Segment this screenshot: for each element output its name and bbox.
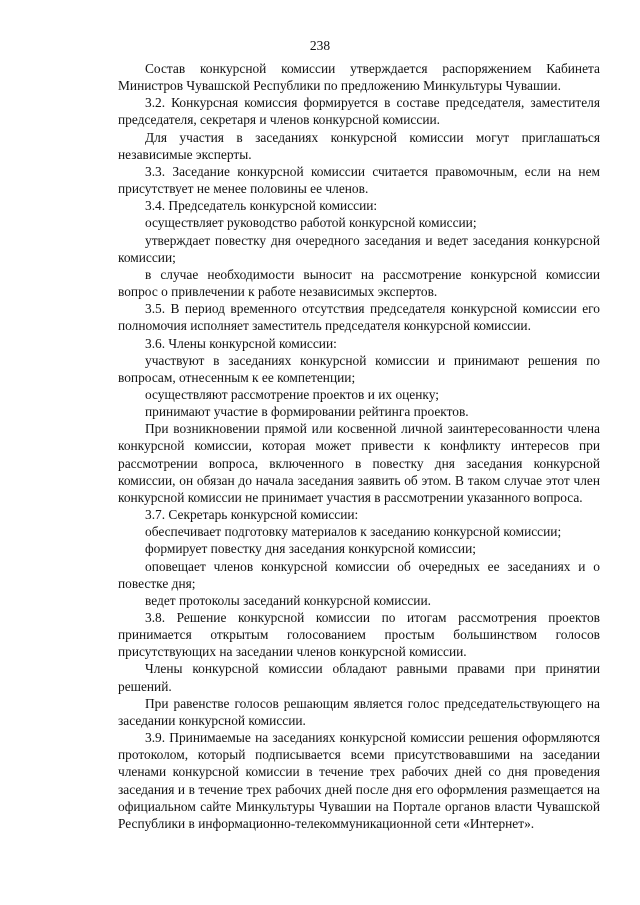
paragraph: обеспечивает подготовку материалов к заседанию конкурсной комиссии; bbox=[145, 524, 562, 540]
paragraph: участвуют в заседаниях конкурсной комиссии и принимают решения по вопросам, отнесенным к ее компетенции; bbox=[118, 352, 600, 385]
paragraph: формирует повестку дня заседания конкурсной комиссии; bbox=[145, 541, 476, 557]
paragraph: 3.5. В период временного отсутствия председателя конкурсной комиссии его полномочия исполняет заместитель председателя конкурсной комиссии. bbox=[118, 301, 600, 334]
paragraph: в случае необходимости выносит на рассмотрение конкурсной комиссии вопрос о привлечении к работе независимых экспертов. bbox=[118, 266, 600, 300]
page-number: 238 bbox=[309, 38, 331, 53]
paragraph: ведет протоколы заседаний конкурсной комиссии. bbox=[145, 592, 431, 608]
paragraph: 3.9. Принимаемые на заседаниях конкурсной комиссии решения оформляются протоколом, который подписывается всеми присутствовавшими на заседании членами конкурсной комиссии в течение трех рабочих дней со дня проведения заседания и в течение трех рабочих дней после дня его оформления размещается на официальном сайте Минкультуры Чувашии на Портале органов власти Чувашской Республики в информационно-телекоммуникационной сети «Интернет». bbox=[118, 730, 600, 831]
paragraph: 3.2. Конкурсная комиссия формируется в составе председателя, заместителя председателя, секретаря и членов конкурсной комиссии. bbox=[118, 95, 600, 128]
paragraph: 3.6. Члены конкурсной комиссии: bbox=[145, 335, 337, 351]
paragraph: утверждает повестку дня очередного заседания и ведет заседания конкурсной комиссии; bbox=[118, 232, 600, 265]
paragraph: осуществляет руководство работой конкурсной комиссии; bbox=[145, 215, 477, 231]
document-body bbox=[118, 60, 600, 832]
paragraph: осуществляют рассмотрение проектов и их оценку; bbox=[145, 386, 439, 402]
paragraph: Для участия в заседаниях конкурсной комиссии могут приглашаться независимые эксперты. bbox=[118, 129, 600, 162]
paragraph: При равенстве голосов решающим является голос председательствующего на заседании конкурсной комиссии. bbox=[118, 695, 600, 728]
paragraph: 3.4. Председатель конкурсной комиссии: bbox=[145, 198, 378, 214]
paragraph: Члены конкурсной комиссии обладают равными правами при принятии решений. bbox=[118, 661, 600, 694]
paragraph: При возникновении прямой или косвенной личной заинтересованности члена конкурсной комиссии, которая может привести к конфликту интересов при рассмотрении вопроса, включенного в повестку дня заседания конкурсной комиссии, он обязан до начала заседания заявить об этом. В таком случае этот член конкурсной комиссии не принимает участия в рассмотрении указанного вопроса. bbox=[118, 421, 600, 505]
paragraph: Состав конкурсной комиссии утверждается распоряжением Кабинета Министров Чувашской Республики по предложению Минкультуры Чувашии. bbox=[118, 61, 600, 94]
paragraph: принимают участие в формировании рейтинга проектов. bbox=[145, 404, 469, 420]
paragraph: 3.3. Заседание конкурсной комиссии считается правомочным, если на нем присутствует не менее половины ее членов. bbox=[118, 163, 600, 197]
paragraph: 3.7. Секретарь конкурсной комиссии: bbox=[145, 507, 359, 523]
paragraph: оповещает членов конкурсной комиссии об очередных ее заседаниях и о повестке дня; bbox=[118, 558, 600, 591]
paragraph: 3.8. Решение конкурсной комиссии по итогам рассмотрения проектов принимается открытым голосованием простым большинством голосов присутствующих на заседании членов конкурсной комиссии. bbox=[118, 610, 600, 660]
